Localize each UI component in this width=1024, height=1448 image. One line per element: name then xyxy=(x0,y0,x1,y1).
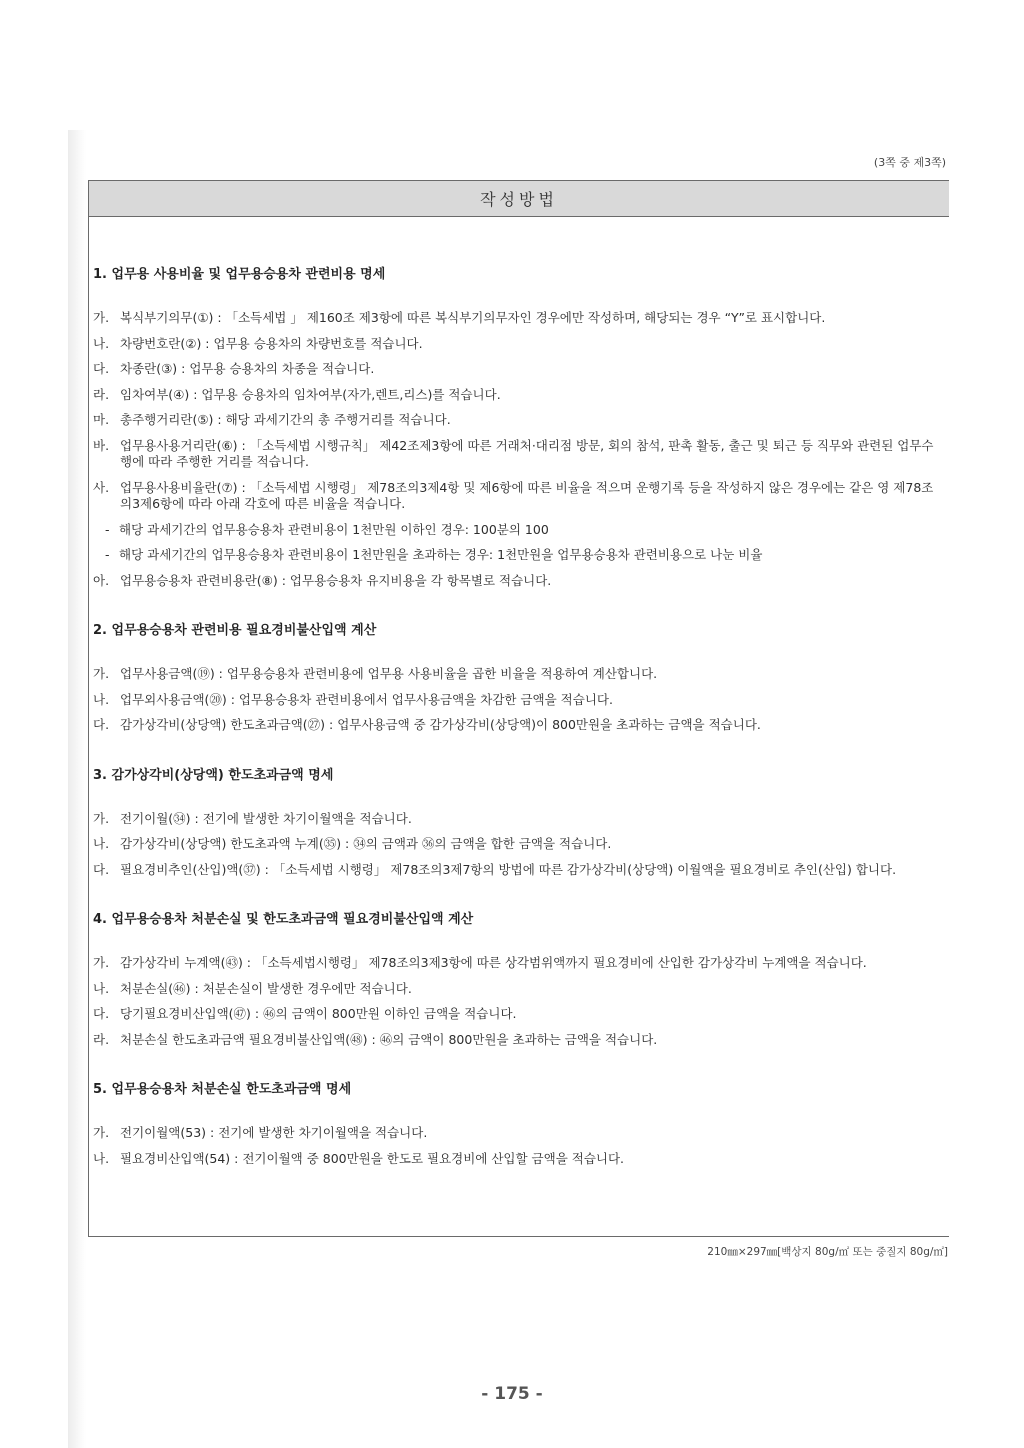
list-item: 나. 업무외사용금액(⑳) : 업무용승용차 관련비용에서 업무사용금액을 차감한 금액을 적습니다. xyxy=(93,691,613,707)
list-item: 라. 임차여부(④) : 업무용 승용차의 임차여부(자가,렌트,리스)를 적습니다. xyxy=(93,386,501,402)
list-item: 라. 처분손실 한도초과금액 필요경비불산입액(㊽) : ㊻의 금액이 800만원을 초과하는 금액을 적습니다. xyxy=(93,1031,658,1047)
list-item: - 해당 과세기간의 업무용승용차 관련비용이 1천만원 이하인 경우: 100분의 100 xyxy=(105,521,549,537)
list-item: 가. 업무사용금액(⑲) : 업무용승용차 관련비용에 업무용 사용비율을 곱한 비율을 적용하여 계산합니다. xyxy=(93,666,658,681)
instructions-box xyxy=(88,180,949,1237)
page-indicator: (3쪽 중 제3쪽) xyxy=(873,156,946,169)
page-binding-shadow xyxy=(68,130,86,1448)
list-item: 다. 감가상각비(상당액) 한도초과금액(㉗) : 업무사용금액 중 감가상각비(상당액)이 800만원을 초과하는 금액을 적습니다. xyxy=(93,717,761,732)
list-item: 다. 당기필요경비산입액(㊼) : ㊻의 금액이 800만원 이하인 금액을 적습니다. xyxy=(93,1006,517,1021)
section-title: 4. 업무용승용차 처분손실 및 한도초과금액 필요경비불산입액 계산 xyxy=(93,912,474,927)
list-item: 아. 업무용승용차 관련비용란(⑧) : 업무용승용차 유지비용을 각 항목별로 적습니다. xyxy=(93,572,552,588)
list-item: 나. 차량번호란(②) : 업무용 승용차의 차량번호를 적습니다. xyxy=(93,335,423,351)
section-title: 3. 감가상각비(상당액) 한도초과금액 명세 xyxy=(93,767,334,783)
list-item: 마. 총주행거리란(⑤) : 해당 과세기간의 총 주행거리를 적습니다. xyxy=(93,412,451,427)
list-item: 다. 차종란(③) : 업무용 승용차의 차종을 적습니다. xyxy=(93,361,375,376)
section-title: 5. 업무용승용차 처분손실 한도초과금액 명세 xyxy=(93,1082,352,1097)
list-item: 사. 업무용사용비율란(⑦) : 「소득세법 시행령」 제78조의3제4항 및 제6항에 따른 비율을 적으며 운행기록 등을 작성하지 않은 경우에는 같은 영 제78조의3제6항에 따라 아래 각호에 따른 비율을 적습니다. xyxy=(93,479,934,511)
list-item: 바. 업무용사용거리란(⑥) : 「소득세법 시행규칙」 제42조제3항에 따른 거래처·대리점 방문, 회의 참석, 판촉 활동, 출근 및 퇴근 등 직무와 관련된 업무수행에 따라 주행한 거리를 적습니다. xyxy=(93,437,934,469)
header-title: 작성방법 xyxy=(89,181,949,217)
list-item: 다. 필요경비추인(산입)액(㊲) : 「소득세법 시행령」 제78조의3제7항의 방법에 따른 감가상각비(상당액) 이월액을 필요경비로 추인(산입) 합니다. xyxy=(93,861,897,877)
page-number: - 175 - xyxy=(481,1384,543,1404)
section-title: 1. 업무용 사용비율 및 업무용승용차 관련비용 명세 xyxy=(93,267,386,282)
list-item: 나. 감가상각비(상당액) 한도초과액 누계(㉟) : ㉞의 금액과 ㊱의 금액을 합한 금액을 적습니다. xyxy=(93,836,612,851)
section-title: 2. 업무용승용차 관련비용 필요경비불산입액 계산 xyxy=(93,623,377,638)
list-item: 가. 감가상각비 누계액(㊸) : 「소득세법시행령」 제78조의3제3항에 따른 상각범위액까지 필요경비에 산입한 감가상각비 누계액을 적습니다. xyxy=(93,955,867,970)
list-item: 가. 전기이월액(53) : 전기에 발생한 차기이월액을 적습니다. xyxy=(93,1125,428,1140)
paper-spec: 210㎜×297㎜[백상지 80g/㎡ 또는 중질지 80g/㎡] xyxy=(707,1246,948,1258)
list-item: - 해당 과세기간의 업무용승용차 관련비용이 1천만원을 초과하는 경우: 1천만원을 업무용승용차 관련비용으로 나눈 비율 xyxy=(105,547,763,562)
list-item: 나. 처분손실(㊻) : 처분손실이 발생한 경우에만 적습니다. xyxy=(93,980,412,996)
instructions-content xyxy=(89,217,949,1167)
list-item: 가. 전기이월(㉞) : 전기에 발생한 차기이월액을 적습니다. xyxy=(93,810,412,826)
list-item: 나. 필요경비산입액(54) : 전기이월액 중 800만원을 한도로 필요경비에 산입할 금액을 적습니다. xyxy=(93,1150,625,1166)
list-item: 가. 복식부기의무(①) : 「소득세법 」 제160조 제3항에 따른 복식부기의무자인 경우에만 작성하며, 해당되는 경우 “Y”로 표시합니다. xyxy=(93,310,826,325)
